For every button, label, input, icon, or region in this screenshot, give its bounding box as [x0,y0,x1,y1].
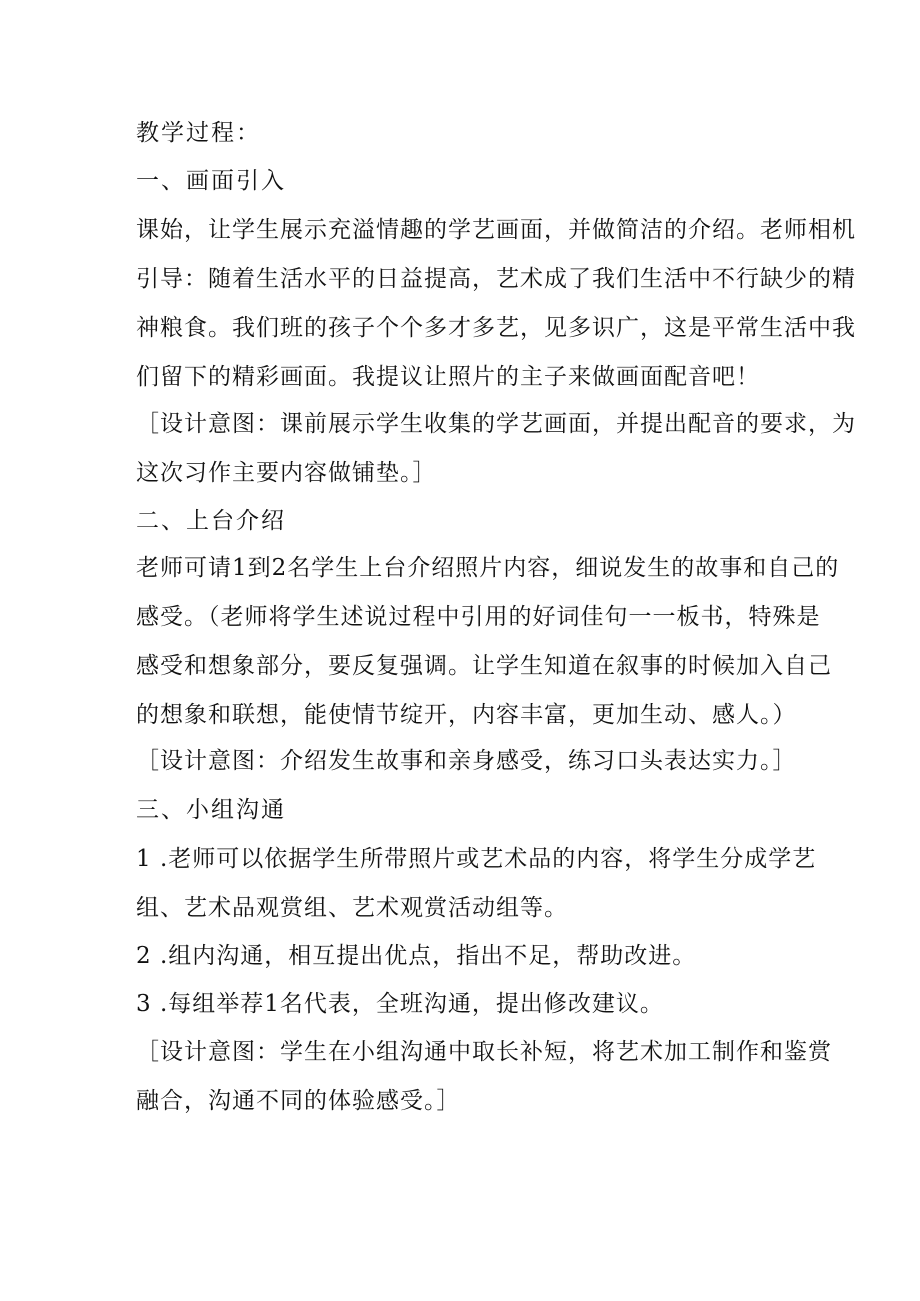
paragraph-line: 课始，让学生展示充溢情趣的学艺画面，并做简洁的介绍。老师相机 [136,217,856,243]
design-intent-note-line: ［设计意图：介绍发生故事和亲身感受，练习口头表达实力。］ [136,748,797,774]
section-heading-presentation: 二、上台介绍 [136,508,286,534]
section-heading-intro: 一、画面引入 [136,168,286,194]
design-intent-note-line: ［设计意图：学生在小组沟通中取长补短，将艺术加工制作和鉴赏 [136,1039,832,1065]
paragraph-line: 引导：随着生活水平的日益提高，艺术成了我们生活中不行缺少的精 [136,266,856,292]
paragraph-line: 的想象和联想，能使情节绽开，内容丰富，更加生动、感人。） [136,702,797,728]
list-line: 1 .老师可以依据学生所带照片或艺术品的内容，将学生分成学艺 [136,846,817,872]
document-title: 教学过程： [136,120,261,146]
paragraph-line: 感受。（老师将学生述说过程中引用的好词佳句一一板书，特殊是 [136,604,821,630]
list-line: 3 .每组举荐1名代表，全班沟通，提出修改建议。 [136,991,664,1017]
list-line: 组、艺术品观赏组、艺术观赏活动组等。 [136,895,568,921]
design-intent-note-line: 这次习作主要内容做铺垫。］ [136,460,437,486]
paragraph-line: 老师可请1到2名学生上台介绍照片内容，细说发生的故事和自己的 [136,555,840,581]
paragraph-line: 们留下的精彩画面。我提议让照片的主子来做画面配音吧！ [136,364,760,390]
design-intent-note-line: 融合，沟通不同的体验感受。］ [136,1088,461,1114]
section-heading-group-communication: 三、小组沟通 [136,797,286,823]
paragraph-line: 神粮食。我们班的孩子个个多才多艺，见多识广，这是平常生活中我 [136,315,856,341]
paragraph-line: 感受和想象部分，要反复强调。让学生知道在叙事的时候加入自己 [136,653,832,679]
design-intent-note-line: ［设计意图：课前展示学生收集的学艺画面，并提出配音的要求，为 [136,411,856,437]
list-line: 2 .组内沟通，相互提出优点，指出不足，帮助改进。 [136,943,697,969]
